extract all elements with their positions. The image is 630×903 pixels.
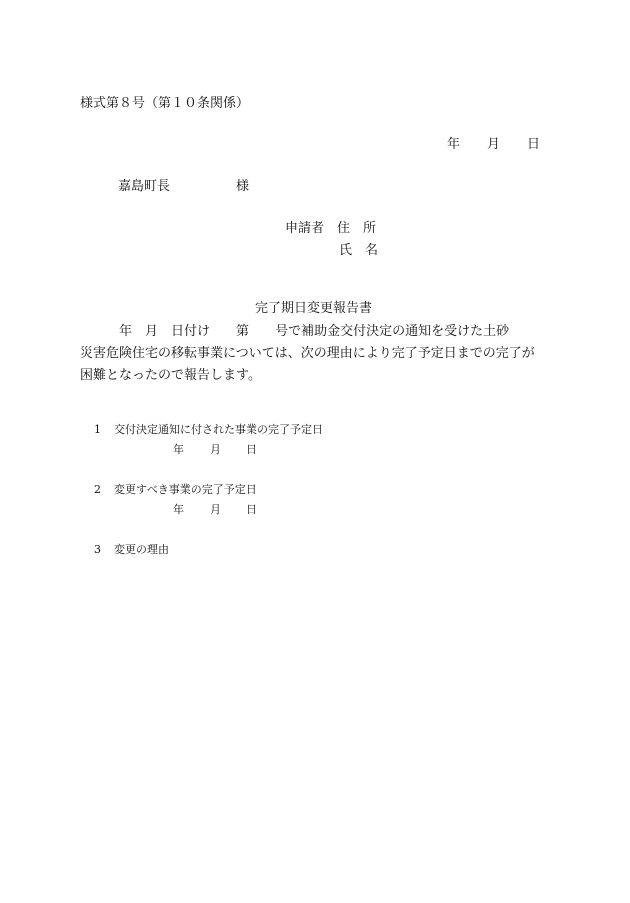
name-label-char2: 名	[365, 243, 379, 258]
item-1-day: 日	[246, 443, 257, 456]
applicant-label: 申請者	[285, 221, 325, 236]
item-3-number: 3	[94, 543, 101, 556]
item-1-date	[173, 444, 257, 455]
body-line-3: 困難となったので報告します。	[80, 368, 261, 383]
date-day: 日	[527, 137, 541, 152]
item-2-day: 日	[246, 503, 257, 516]
date-month: 月	[487, 137, 501, 152]
body-year: 年	[119, 324, 133, 339]
report-body	[80, 321, 560, 387]
address-label-char2: 所	[363, 221, 377, 236]
report-date	[447, 138, 540, 151]
item-2-number: 2	[94, 483, 101, 496]
item-3-label: 変更の理由	[114, 543, 169, 556]
addressee-honorific: 様	[236, 179, 250, 194]
item-3	[94, 544, 169, 555]
addressee-name: 嘉島町長	[118, 179, 171, 194]
body-line-1	[80, 321, 560, 343]
document-title: 完了期日変更報告書	[255, 301, 373, 316]
form-number: 様式第８号（第１０条関係）	[80, 96, 250, 111]
body-month: 月	[145, 324, 159, 339]
body-line1-rest: 号で補助金交付決定の通知を受けた土砂	[275, 324, 510, 339]
body-day-dated: 日付け	[171, 324, 211, 339]
body-line-2: 災害危険住宅の移転事業については、次の理由により完了予定日までの完了が	[80, 346, 535, 361]
item-2-year: 年	[173, 503, 184, 516]
item-1-month: 月	[210, 443, 221, 456]
item-1-year: 年	[173, 443, 184, 456]
applicant-address-label	[285, 222, 376, 235]
item-2-month: 月	[210, 503, 221, 516]
item-2	[94, 484, 257, 495]
name-label-char1: 氏	[339, 243, 353, 258]
item-1-label: 交付決定通知に付された事業の完了予定日	[114, 423, 323, 436]
body-dai: 第	[236, 324, 250, 339]
item-1	[94, 424, 323, 435]
date-year: 年	[447, 137, 461, 152]
applicant-name-label	[339, 244, 378, 257]
addressee	[118, 180, 249, 193]
item-1-number: 1	[94, 423, 101, 436]
address-label-char1: 住	[337, 221, 351, 236]
item-2-label: 変更すべき事業の完了予定日	[114, 483, 257, 496]
item-2-date	[173, 504, 257, 515]
